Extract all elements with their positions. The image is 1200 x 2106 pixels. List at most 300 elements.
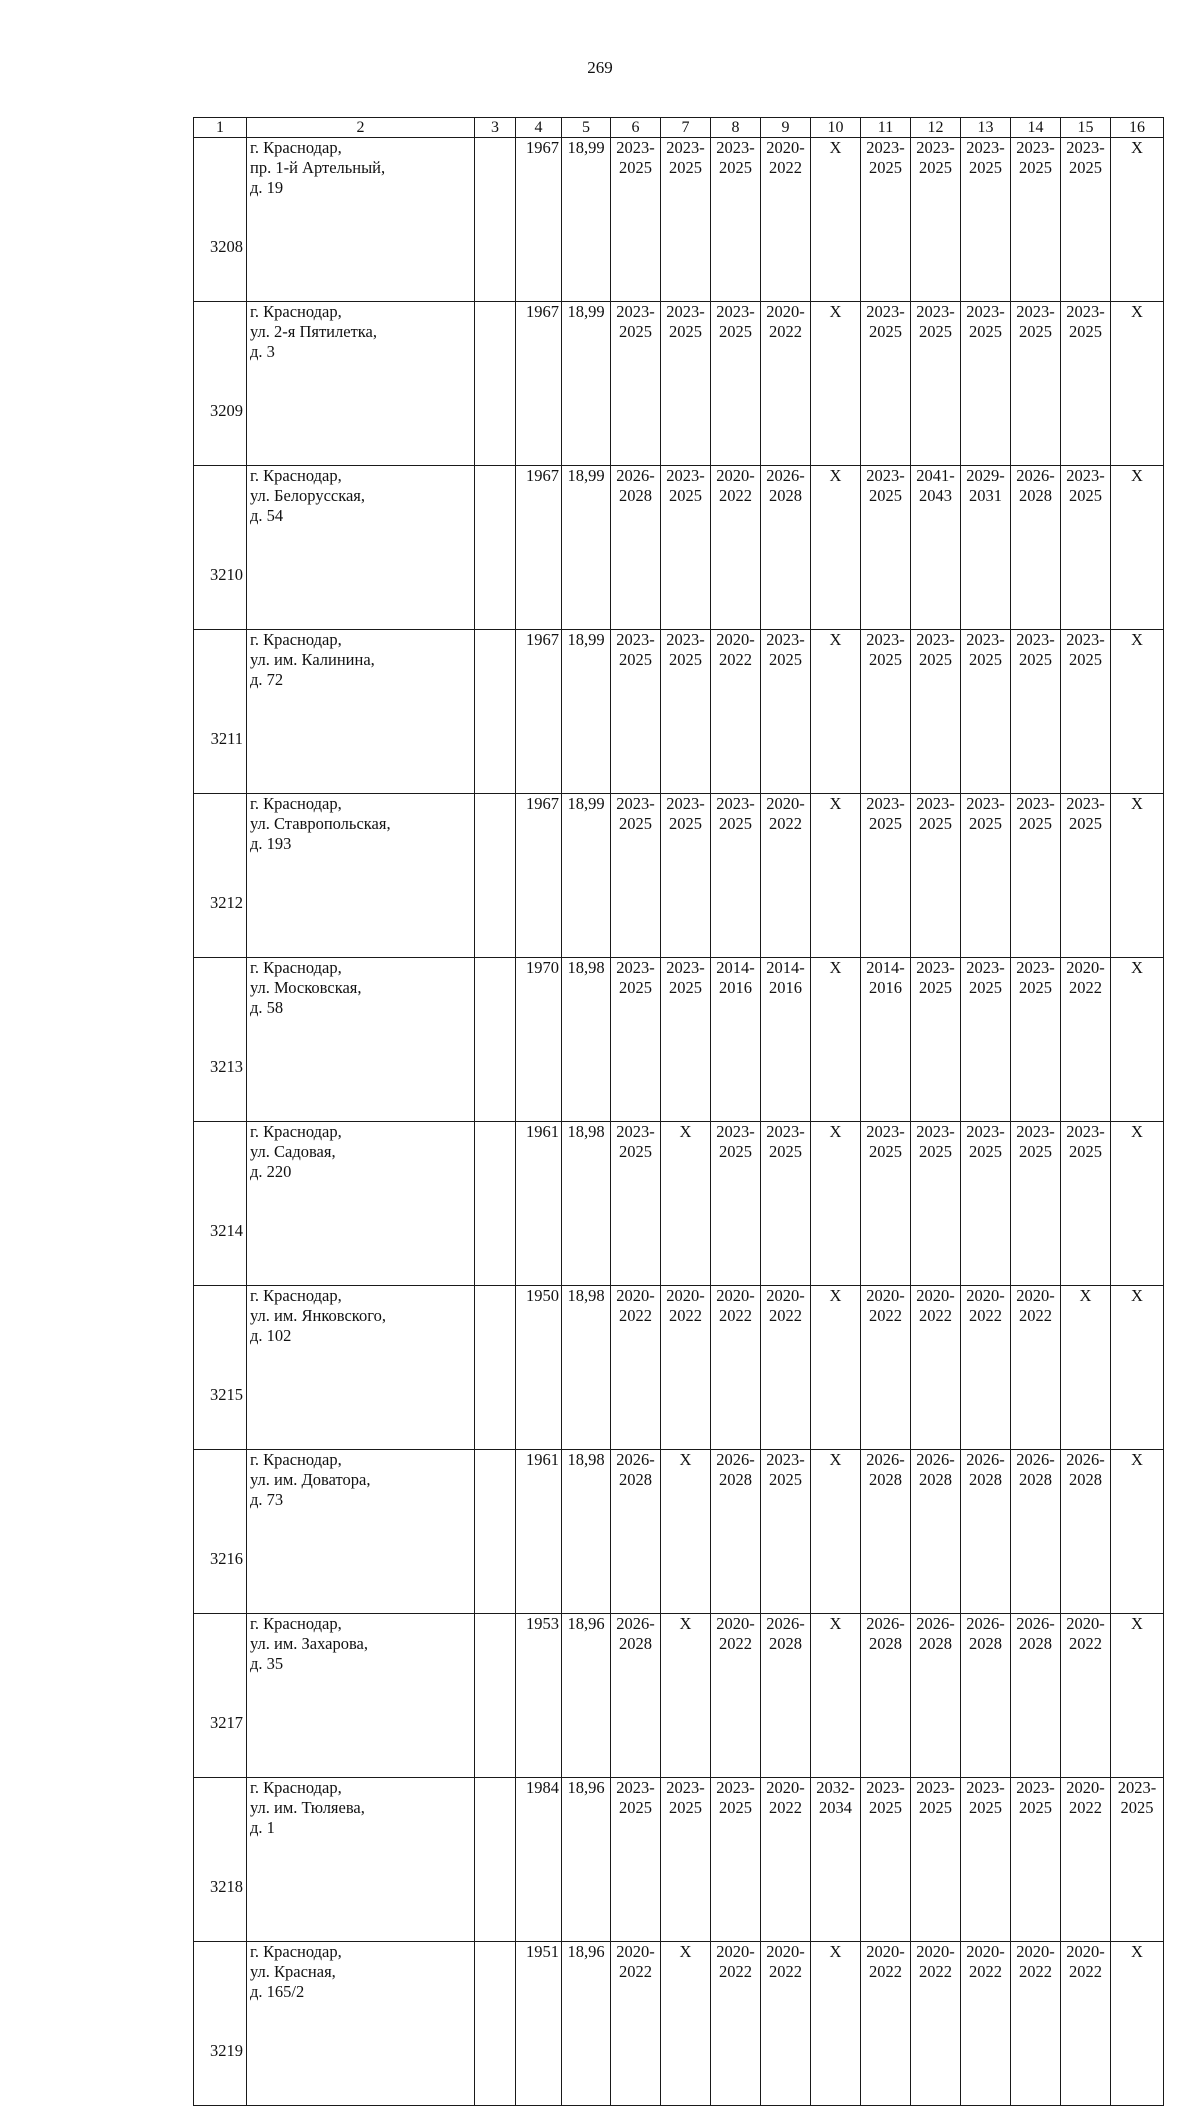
period-cell-col-14	[1011, 1122, 1061, 1286]
period-cell-col-15	[1061, 630, 1111, 794]
period-text: 2025	[869, 1797, 902, 1817]
address-line: ул. Красная,	[250, 1961, 336, 1981]
period-text: 2025	[869, 485, 902, 505]
period-text: 2025	[1069, 1141, 1102, 1161]
period-text: 2023-	[966, 1122, 1005, 1142]
address-cell	[247, 1122, 475, 1286]
row-number: 3217	[194, 1614, 247, 1778]
column-header-4: 4	[516, 118, 562, 138]
period-text: 2026-	[616, 1450, 655, 1470]
period-cell-col-13	[961, 138, 1011, 302]
period-text: 2022	[969, 1305, 1002, 1325]
period-text: X	[829, 1614, 842, 1634]
column-header-5: 5	[562, 118, 611, 138]
period-text: 2022	[719, 649, 752, 669]
row-number: 3211	[194, 630, 247, 794]
address-line: ул. Ставропольская,	[250, 813, 391, 833]
period-text: 2023-	[666, 138, 705, 158]
period-cell-col-7	[661, 1614, 711, 1778]
period-text: 2025	[1019, 977, 1052, 997]
address-line: г. Краснодар,	[250, 138, 342, 158]
period-cell-col-7	[661, 1450, 711, 1614]
period-text: X	[829, 1450, 842, 1470]
table-body	[194, 138, 1164, 2106]
period-cell-col-12	[911, 958, 961, 1122]
period-cell-col-7	[661, 1286, 711, 1450]
period-cell-col-12	[911, 1942, 961, 2106]
period-text: 2022	[719, 1305, 752, 1325]
period-cell-col-13	[961, 1122, 1011, 1286]
address-line: д. 73	[250, 1489, 284, 1509]
year-built-cell: 1953	[516, 1614, 562, 1778]
address-line: г. Краснодар,	[250, 1286, 342, 1306]
period-text: 2023-	[766, 1450, 805, 1470]
period-text: X	[1131, 958, 1143, 978]
period-text: 2023-	[966, 958, 1005, 978]
table-row	[194, 1614, 1164, 1778]
period-cell-col-12	[911, 1286, 961, 1450]
period-text: 2025	[719, 1797, 752, 1817]
area-cell: 18,99	[562, 794, 611, 958]
period-cell-col-15	[1061, 302, 1111, 466]
period-text: 2022	[769, 1305, 802, 1325]
period-text: X	[1131, 138, 1143, 158]
period-text: 2023-	[1066, 794, 1105, 814]
period-text: 2020-	[766, 302, 805, 322]
period-cell-col-9	[761, 630, 811, 794]
period-cell-col-14	[1011, 138, 1061, 302]
period-text: 2020-	[916, 1286, 955, 1306]
period-cell-col-6	[611, 1286, 661, 1450]
period-text: 2022	[869, 1305, 902, 1325]
period-cell-col-8	[711, 958, 761, 1122]
year-built-cell: 1961	[516, 1122, 562, 1286]
period-text: 2025	[669, 649, 702, 669]
period-cell-col-9	[761, 302, 811, 466]
period-cell-col-7	[661, 302, 711, 466]
period-text: 2020-	[716, 1614, 755, 1634]
period-cell-col-6	[611, 1122, 661, 1286]
period-text: X	[1131, 302, 1143, 322]
period-text: 2023-	[866, 1122, 905, 1142]
period-text: 2025	[919, 1797, 952, 1817]
table-row	[194, 1122, 1164, 1286]
period-cell-col-14	[1011, 302, 1061, 466]
row-number: 3218	[194, 1778, 247, 1942]
period-text: 2025	[969, 1797, 1002, 1817]
address-line: д. 3	[250, 341, 275, 361]
address-cell	[247, 1450, 475, 1614]
period-text: 2020-	[866, 1286, 905, 1306]
period-text: 2025	[719, 321, 752, 341]
column-3-cell	[475, 1286, 516, 1450]
area-cell: 18,96	[562, 1942, 611, 2106]
period-text: 2026-	[766, 1614, 805, 1634]
period-text: 2014-	[866, 958, 905, 978]
period-text: 2023-	[866, 466, 905, 486]
period-cell-col-7	[661, 630, 711, 794]
period-text: 2023-	[916, 1778, 955, 1798]
period-cell-col-14	[1011, 1614, 1061, 1778]
period-text: X	[829, 794, 842, 814]
period-text: 2023-	[1016, 138, 1055, 158]
period-text: 2020-	[766, 794, 805, 814]
period-text: 2026-	[866, 1450, 905, 1470]
period-cell-col-14	[1011, 466, 1061, 630]
period-cell-col-8	[711, 1778, 761, 1942]
period-text: X	[679, 1614, 692, 1634]
column-header-7: 7	[661, 118, 711, 138]
period-text: 2026-	[966, 1450, 1005, 1470]
period-text: 2026-	[616, 1614, 655, 1634]
period-text: 2026-	[1016, 1614, 1055, 1634]
period-text: 2025	[1019, 649, 1052, 669]
address-line: г. Краснодар,	[250, 1614, 342, 1634]
period-text: X	[679, 1122, 692, 1142]
period-text: 2023-	[616, 630, 655, 650]
period-cell-col-13	[961, 958, 1011, 1122]
period-text: 2020-	[666, 1286, 705, 1306]
period-text: 2023-	[616, 138, 655, 158]
period-text: X	[1131, 1450, 1143, 1470]
period-cell-col-9	[761, 794, 811, 958]
period-cell-col-7	[661, 1778, 711, 1942]
period-cell-col-16	[1111, 1942, 1164, 2106]
period-text: 2022	[869, 1961, 902, 1981]
period-text: 2020-	[1016, 1942, 1055, 1962]
period-text: X	[1079, 1286, 1092, 1306]
period-text: 2026-	[1066, 1450, 1105, 1470]
period-text: 2023-	[716, 1778, 755, 1798]
row-number: 3216	[194, 1450, 247, 1614]
address-line: д. 35	[250, 1653, 284, 1673]
table-row	[194, 466, 1164, 630]
period-cell-col-12	[911, 630, 961, 794]
column-3-cell	[475, 958, 516, 1122]
period-text: 2023-	[966, 630, 1005, 650]
period-cell-col-16	[1111, 138, 1164, 302]
period-cell-col-11	[861, 1778, 911, 1942]
period-cell-col-11	[861, 1942, 911, 2106]
table-row	[194, 1778, 1164, 1942]
address-cell	[247, 630, 475, 794]
period-text: 2025	[719, 1141, 752, 1161]
period-text: 2025	[1019, 157, 1052, 177]
period-text: 2020-	[916, 1942, 955, 1962]
period-text: 2020-	[716, 1286, 755, 1306]
period-text: X	[829, 302, 842, 322]
period-text: 2025	[1069, 485, 1102, 505]
period-cell-col-16	[1111, 466, 1164, 630]
year-built-cell: 1950	[516, 1286, 562, 1450]
period-text: 2028	[619, 485, 652, 505]
period-text: 2023-	[916, 138, 955, 158]
period-text: 2025	[869, 321, 902, 341]
period-cell-col-14	[1011, 1942, 1061, 2106]
period-text: 2025	[1019, 1141, 1052, 1161]
period-cell-col-16	[1111, 1450, 1164, 1614]
period-cell-col-6	[611, 1450, 661, 1614]
period-cell-col-15	[1061, 138, 1111, 302]
period-cell-col-16	[1111, 630, 1164, 794]
period-text: 2025	[769, 1469, 802, 1489]
period-text: 2023-	[666, 794, 705, 814]
period-cell-col-11	[861, 138, 911, 302]
column-3-cell	[475, 794, 516, 958]
period-text: X	[829, 1286, 842, 1306]
column-3-cell	[475, 1778, 516, 1942]
period-cell-col-13	[961, 630, 1011, 794]
period-text: 2025	[969, 977, 1002, 997]
period-text: 2023-	[1016, 958, 1055, 978]
period-text: 2022	[619, 1961, 652, 1981]
period-text: 2026-	[916, 1450, 955, 1470]
period-text: X	[829, 630, 842, 650]
period-cell-col-7	[661, 466, 711, 630]
period-text: 2020-	[766, 1942, 805, 1962]
period-text: 2028	[619, 1633, 652, 1653]
period-text: 2020-	[766, 1778, 805, 1798]
period-text: 2025	[619, 1797, 652, 1817]
period-cell-col-10	[811, 1942, 861, 2106]
address-line: д. 19	[250, 177, 284, 197]
period-text: 2025	[619, 813, 652, 833]
column-header-10: 10	[811, 118, 861, 138]
period-text: 2025	[769, 649, 802, 669]
address-line: ул. 2-я Пятилетка,	[250, 321, 377, 341]
address-cell	[247, 1778, 475, 1942]
period-text: 2023-	[666, 302, 705, 322]
period-cell-col-13	[961, 302, 1011, 466]
address-cell	[247, 466, 475, 630]
period-cell-col-13	[961, 794, 1011, 958]
period-text: 2022	[719, 1633, 752, 1653]
period-cell-col-16	[1111, 958, 1164, 1122]
period-cell-col-6	[611, 794, 661, 958]
period-text: 2026-	[916, 1614, 955, 1634]
area-cell: 18,99	[562, 466, 611, 630]
period-cell-col-6	[611, 1614, 661, 1778]
period-text: X	[1131, 630, 1143, 650]
column-header-1: 1	[194, 118, 247, 138]
address-line: ул. им. Тюляева,	[250, 1797, 365, 1817]
period-cell-col-16	[1111, 302, 1164, 466]
address-line: д. 58	[250, 997, 284, 1017]
period-cell-col-13	[961, 1450, 1011, 1614]
column-header-14: 14	[1011, 118, 1061, 138]
period-text: 2025	[619, 977, 652, 997]
period-text: 2025	[669, 485, 702, 505]
period-text: 2026-	[866, 1614, 905, 1634]
table-row	[194, 1286, 1164, 1450]
address-line: ул. им. Захарова,	[250, 1633, 368, 1653]
period-text: 2020-	[716, 630, 755, 650]
period-text: 2022	[619, 1305, 652, 1325]
period-cell-col-6	[611, 1778, 661, 1942]
period-text: 2026-	[716, 1450, 755, 1470]
row-number: 3212	[194, 794, 247, 958]
period-text: 2025	[619, 321, 652, 341]
period-text: 2028	[1019, 1469, 1052, 1489]
period-cell-col-8	[711, 1942, 761, 2106]
period-text: 2023-	[1066, 302, 1105, 322]
period-cell-col-9	[761, 466, 811, 630]
period-cell-col-16	[1111, 794, 1164, 958]
period-cell-col-14	[1011, 630, 1061, 794]
period-text: 2025	[1069, 157, 1102, 177]
period-text: 2023-	[1016, 1778, 1055, 1798]
period-text: 2023-	[916, 302, 955, 322]
period-text: 2025	[919, 649, 952, 669]
period-text: 2025	[969, 649, 1002, 669]
period-cell-col-6	[611, 138, 661, 302]
address-line: г. Краснодар,	[250, 1778, 342, 1798]
period-cell-col-11	[861, 302, 911, 466]
column-3-cell	[475, 1614, 516, 1778]
period-text: 2028	[719, 1469, 752, 1489]
period-cell-col-8	[711, 466, 761, 630]
period-text: 2028	[769, 485, 802, 505]
period-cell-col-8	[711, 1286, 761, 1450]
period-cell-col-11	[861, 466, 911, 630]
address-line: д. 1	[250, 1817, 275, 1837]
area-cell: 18,99	[562, 302, 611, 466]
period-cell-col-9	[761, 1286, 811, 1450]
period-text: 2022	[969, 1961, 1002, 1981]
row-number: 3213	[194, 958, 247, 1122]
period-text: 2023-	[666, 630, 705, 650]
period-text: 2025	[619, 1141, 652, 1161]
period-cell-col-14	[1011, 1286, 1061, 1450]
period-text: 2022	[919, 1305, 952, 1325]
period-text: 2025	[869, 1141, 902, 1161]
period-text: 2014-	[716, 958, 755, 978]
period-text: 2028	[1019, 1633, 1052, 1653]
period-text: 2028	[869, 1469, 902, 1489]
period-text: 2022	[1069, 1961, 1102, 1981]
period-cell-col-12	[911, 466, 961, 630]
address-cell	[247, 794, 475, 958]
period-text: 2025	[1019, 813, 1052, 833]
address-line: ул. Садовая,	[250, 1141, 336, 1161]
period-cell-col-15	[1061, 1942, 1111, 2106]
area-cell: 18,99	[562, 138, 611, 302]
address-line: д. 193	[250, 833, 292, 853]
period-text: 2028	[919, 1633, 952, 1653]
period-text: 2028	[919, 1469, 952, 1489]
year-built-cell: 1967	[516, 794, 562, 958]
area-cell: 18,98	[562, 1450, 611, 1614]
period-text: 2025	[919, 1141, 952, 1161]
column-header-6: 6	[611, 118, 661, 138]
area-cell: 18,96	[562, 1614, 611, 1778]
table-row	[194, 1942, 1164, 2106]
period-text: 2020-	[966, 1942, 1005, 1962]
period-text: 2022	[719, 1961, 752, 1981]
period-text: X	[1131, 794, 1143, 814]
period-text: 2025	[619, 649, 652, 669]
period-text: 2022	[669, 1305, 702, 1325]
period-text: 2023-	[866, 138, 905, 158]
period-cell-col-14	[1011, 958, 1061, 1122]
period-text: 2020-	[616, 1942, 655, 1962]
column-3-cell	[475, 1122, 516, 1286]
period-cell-col-13	[961, 1942, 1011, 2106]
table-row	[194, 302, 1164, 466]
period-cell-col-12	[911, 138, 961, 302]
period-cell-col-11	[861, 958, 911, 1122]
period-cell-col-8	[711, 1450, 761, 1614]
address-line: д. 220	[250, 1161, 292, 1181]
period-cell-col-10	[811, 466, 861, 630]
column-header-13: 13	[961, 118, 1011, 138]
address-line: ул. Белорусская,	[250, 485, 366, 505]
period-text: X	[1131, 1614, 1143, 1634]
period-cell-col-6	[611, 1942, 661, 2106]
period-text: 2022	[769, 813, 802, 833]
period-text: 2026-	[616, 466, 655, 486]
period-cell-col-7	[661, 1122, 711, 1286]
year-built-cell: 1961	[516, 1450, 562, 1614]
period-text: 2022	[1069, 1797, 1102, 1817]
period-text: 2022	[769, 1797, 802, 1817]
period-text: 2025	[1069, 813, 1102, 833]
period-cell-col-10	[811, 630, 861, 794]
period-text: 2022	[769, 321, 802, 341]
period-cell-col-10	[811, 1122, 861, 1286]
period-text: 2025	[919, 157, 952, 177]
period-cell-col-9	[761, 138, 811, 302]
period-text: 2023-	[666, 1778, 705, 1798]
period-text: 2023-	[1117, 1778, 1157, 1798]
period-cell-col-15	[1061, 1614, 1111, 1778]
period-text: 2020-	[766, 138, 805, 158]
period-text: 2025	[1069, 321, 1102, 341]
period-cell-col-8	[711, 1122, 761, 1286]
period-text: 2026-	[1016, 466, 1055, 486]
period-text: 2022	[1069, 977, 1102, 997]
period-text: 2026-	[966, 1614, 1005, 1634]
period-cell-col-9	[761, 1942, 811, 2106]
period-text: 2025	[1069, 649, 1102, 669]
period-text: X	[679, 1942, 692, 1962]
period-cell-col-8	[711, 1614, 761, 1778]
period-text: 2028	[1019, 485, 1052, 505]
period-cell-col-14	[1011, 1778, 1061, 1942]
period-text: 2014-	[766, 958, 805, 978]
period-text: X	[829, 466, 842, 486]
period-cell-col-8	[711, 138, 761, 302]
address-line: ул. Московская,	[250, 977, 362, 997]
period-text: 2023-	[1016, 794, 1055, 814]
period-text: 2028	[1069, 1469, 1102, 1489]
period-text: 2023-	[766, 1122, 805, 1142]
period-text: 2023-	[1066, 1122, 1105, 1142]
period-cell-col-8	[711, 794, 761, 958]
period-text: 2023-	[666, 466, 705, 486]
table-row	[194, 138, 1164, 302]
address-line: г. Краснодар,	[250, 794, 342, 814]
period-text: 2022	[769, 157, 802, 177]
period-text: 2022	[1019, 1305, 1052, 1325]
period-text: 2023-	[616, 302, 655, 322]
period-text: 2025	[769, 1141, 802, 1161]
column-3-cell	[475, 630, 516, 794]
period-cell-col-16	[1111, 1614, 1164, 1778]
period-text: 2023-	[916, 630, 955, 650]
table-row	[194, 958, 1164, 1122]
year-built-cell: 1967	[516, 138, 562, 302]
